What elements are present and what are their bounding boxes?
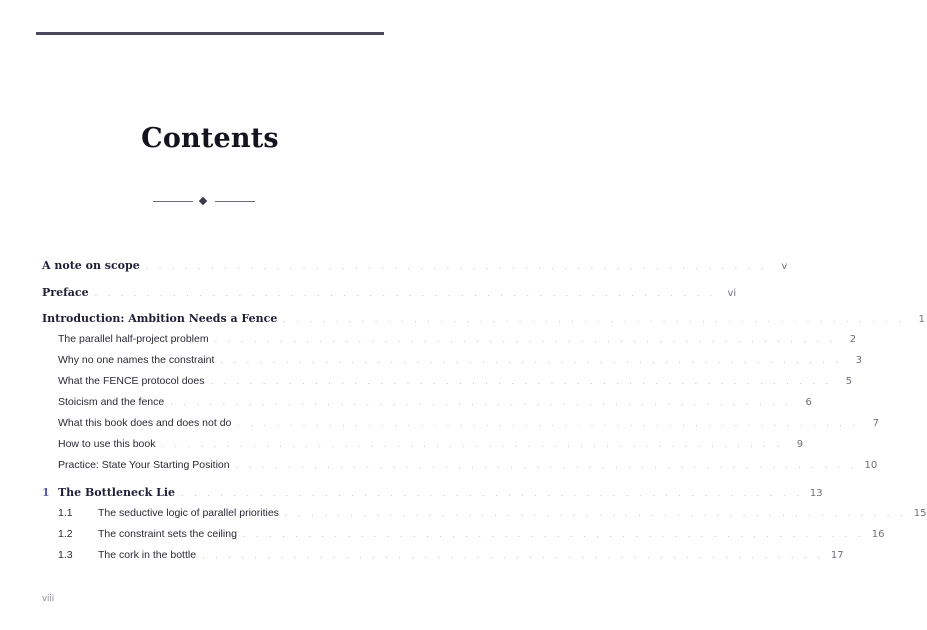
toc-entry[interactable] (42, 286, 737, 302)
toc-entry[interactable] (58, 375, 853, 391)
toc-entry-label: The constraint sets the ceiling (98, 528, 237, 540)
toc-entry[interactable] (42, 259, 788, 275)
header-rule (36, 32, 384, 35)
toc-entry-page: 2 (849, 334, 857, 345)
toc-entry-label: A note on scope (42, 259, 140, 272)
toc-entry-label: Introduction: Ambition Needs a Fence (42, 312, 278, 325)
dot-leader: . . . . . . . . . . . . . . . . . . . . . . . . . . . . . . . . . . . . . . . . . . . . . . . . (202, 551, 824, 560)
toc-entry-page: 1 (918, 314, 925, 325)
toc-entry[interactable] (58, 333, 857, 349)
dot-leader: . . . . . . . . . . . . . . . . . . . . . . . . . . . . . . . . . . . . . . . . . . . . . . . . (235, 461, 858, 470)
page-title: Contents (141, 123, 279, 154)
toc-entry-label: Stoicism and the fence (58, 396, 165, 408)
dot-leader: . . . . . . . . . . . . . . . . . . . . . . . . . . . . . . . . . . . . . . . . . . . . . . . . (170, 398, 792, 407)
toc-entry-page: 7 (872, 418, 879, 429)
toc-entry-label: What this book does and does not do (58, 417, 232, 429)
dot-leader: . . . . . . . . . . . . . . . . . . . . . . . . . . . . . . . . . . . . . . . . . . . . . . . . (283, 315, 905, 324)
toc-entry[interactable] (58, 438, 804, 454)
dot-leader: . . . . . . . . . . . . . . . . . . . . . . . . . . . . . . . . . . . . . . . . . . . . . . . . (210, 377, 833, 386)
toc-entry-page: v (781, 261, 788, 272)
dot-leader: . . . . . . . . . . . . . . . . . . . . . . . . . . . . . . . . . . . . . . . . . . . . . . . . (220, 356, 843, 365)
toc-entry-label: How to use this book (58, 438, 156, 450)
toc-entry-page: 15 (913, 508, 927, 519)
dot-leader: . . . . . . . . . . . . . . . . . . . . . . . . . . . . . . . . . . . . . . . . . . . . . . . . (94, 289, 717, 298)
toc-entry-page: 13 (809, 488, 823, 499)
toc-entry-page: vi (727, 288, 737, 299)
dot-leader: . . . . . . . . . . . . . . . . . . . . . . . . . . . . . . . . . . . . . . . . . . . . . . . . (237, 419, 859, 428)
dot-leader: . . . . . . . . . . . . . . . . . . . . . . . . . . . . . . . . . . . . . . . . . . . . . . . . (284, 509, 907, 518)
toc-entry-label: What the FENCE protocol does (58, 375, 205, 387)
toc-entry-page: 9 (796, 439, 804, 450)
toc-entry-label: The seductive logic of parallel priorities (98, 507, 279, 519)
title-ornament (153, 196, 255, 208)
toc-chapter-entry[interactable] (42, 486, 823, 502)
dot-leader: . . . . . . . . . . . . . . . . . . . . . . . . . . . . . . . . . . . . . . . . . . . . . . . . (145, 262, 768, 271)
toc-entry-page: 3 (855, 355, 863, 366)
dot-leader: . . . . . . . . . . . . . . . . . . . . . . . . . . . . . . . . . . . . . . . . . . . . . . . . (242, 530, 865, 539)
toc-entry[interactable] (58, 459, 878, 475)
ornament-line-left (153, 201, 193, 202)
dot-leader: . . . . . . . . . . . . . . . . . . . . . . . . . . . . . . . . . . . . . . . . . . . . . . . . (181, 489, 803, 498)
toc-entry[interactable] (42, 312, 925, 328)
toc-section-entry[interactable] (58, 507, 927, 523)
toc-entry-page: 17 (830, 550, 844, 561)
section-number: 1.3 (58, 549, 73, 561)
toc-section-entry[interactable] (58, 528, 885, 544)
toc-entry-label: Practice: State Your Starting Position (58, 459, 230, 471)
toc-entry[interactable] (58, 396, 812, 412)
toc-entry-label: Why no one names the constraint (58, 354, 215, 366)
section-number: 1.1 (58, 507, 73, 519)
toc-entry-label: The parallel half-project problem (58, 333, 209, 345)
toc-entry[interactable] (58, 354, 863, 370)
toc-entry-page: 10 (864, 460, 878, 471)
toc-entry[interactable] (58, 417, 879, 433)
toc-entry-label: Preface (42, 286, 89, 299)
dot-leader: . . . . . . . . . . . . . . . . . . . . . . . . . . . . . . . . . . . . . . . . . . . . . . . . (214, 335, 837, 344)
dot-leader: . . . . . . . . . . . . . . . . . . . . . . . . . . . . . . . . . . . . . . . . . . . . . . . . (161, 440, 784, 449)
toc-entry-page: 5 (845, 376, 853, 387)
toc-entry-page: 6 (805, 397, 812, 408)
toc-entry-label: The cork in the bottle (98, 549, 197, 561)
toc-section-entry[interactable] (58, 549, 844, 565)
toc-entry-label: The Bottleneck Lie (58, 486, 176, 499)
chapter-number: 1 (42, 486, 50, 499)
ornament-line-right (215, 201, 255, 202)
diamond-icon (199, 197, 207, 205)
toc-entry-page: 16 (871, 529, 885, 540)
page-number: viii (42, 594, 55, 604)
section-number: 1.2 (58, 528, 73, 540)
